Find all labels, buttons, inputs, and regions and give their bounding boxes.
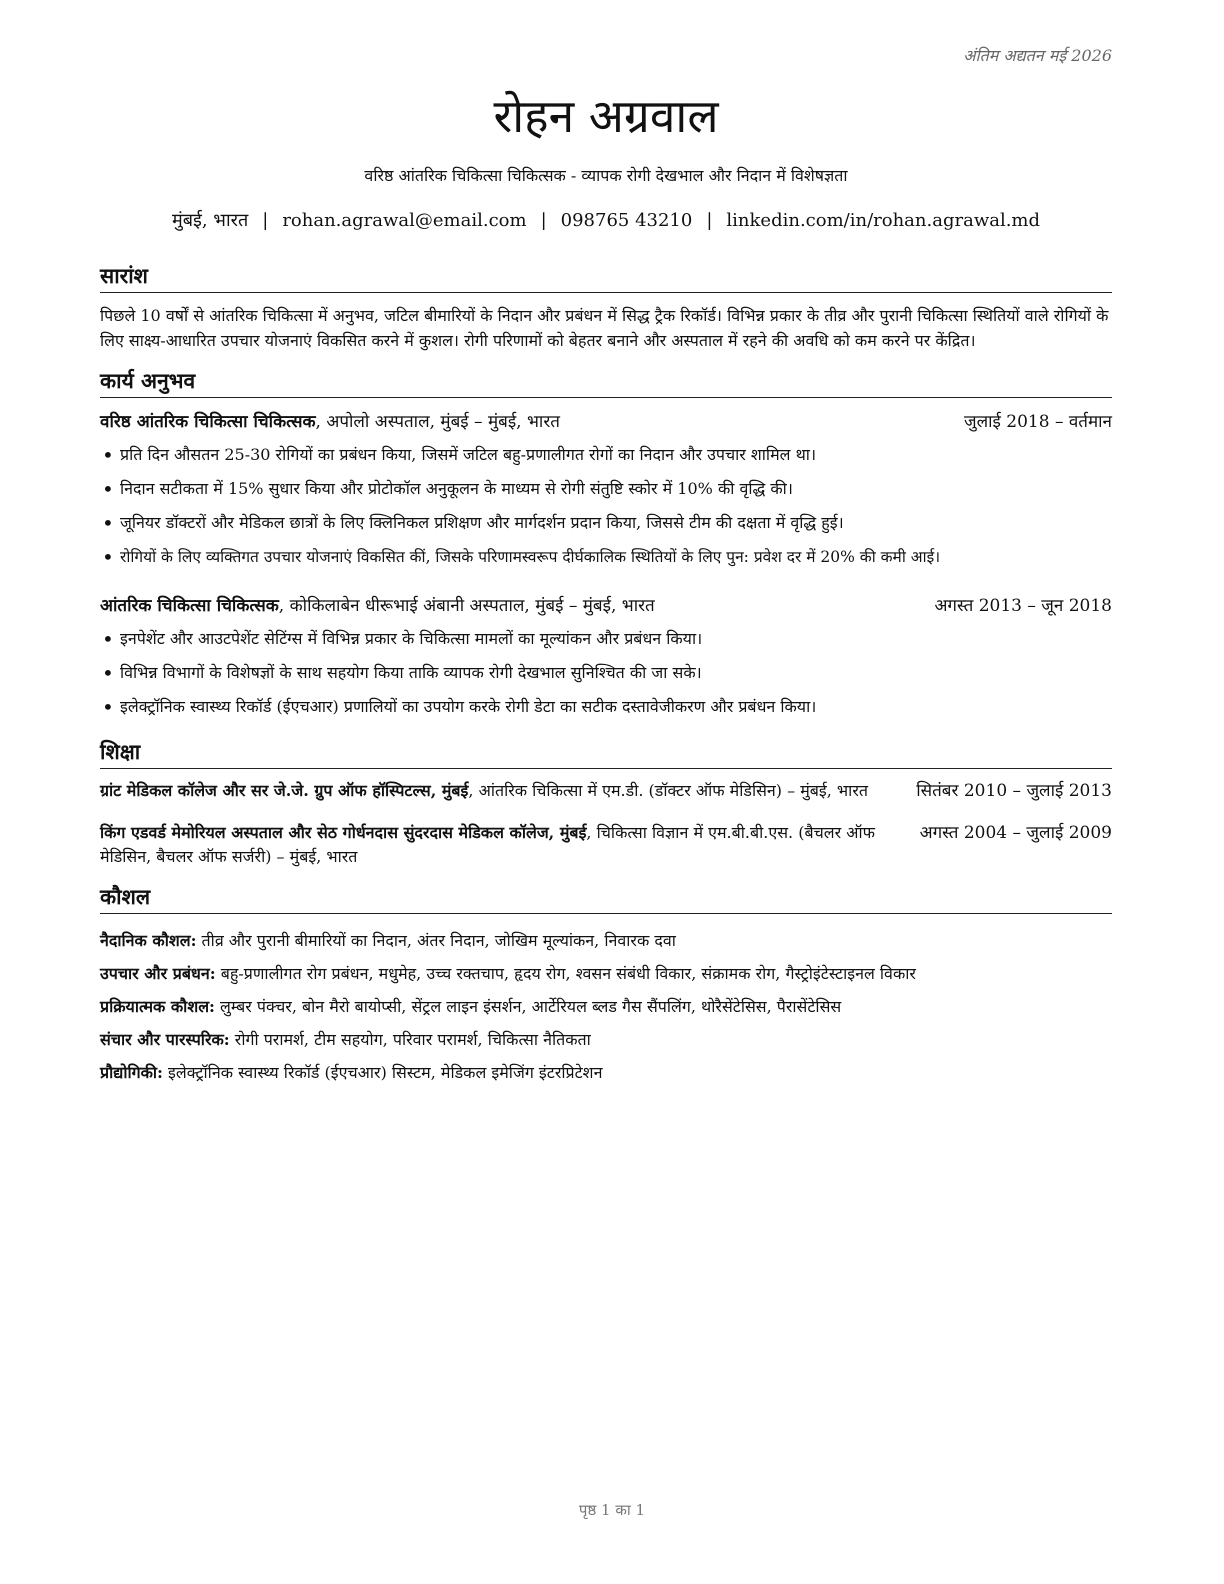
skill-line [100, 1023, 1112, 1056]
skill-value: रोगी परामर्श, टीम सहयोग, परिवार परामर्श, चिकित्सा नैतिकता [229, 1030, 591, 1049]
education-institution: किंग एडवर्ड मेमोरियल अस्पताल और सेठ गोर्धनदास सुंदरदास मेडिकल कॉलेज, मुंबई [100, 823, 587, 842]
page-number: पृष्ठ 1 का 1 [578, 1501, 646, 1519]
job-bullet: • निदान सटीकता में 15% सुधार किया और प्रोटोकॉल अनुकूलन के माध्यम से रोगी संतुष्टि स्कोर में 10% की वृद्धि की। [100, 472, 1112, 506]
job-role: आंतरिक चिकित्सा चिकित्सक [100, 596, 279, 616]
skill-label: प्रक्रियात्मक कौशल: [100, 997, 215, 1016]
education-text [100, 779, 875, 803]
education-dates: सितंबर 2010 – जुलाई 2013 [916, 781, 1112, 801]
section-title-skills: कौशल [100, 883, 1112, 914]
job-bullets [100, 438, 1112, 574]
job-bullet: • विभिन्न विभागों के विशेषज्ञों के साथ सहयोग किया ताकि व्यापक रोगी देखभाल सुनिश्चित की जा सके। [100, 656, 1112, 690]
job-dates: अगस्त 2013 – जून 2018 [934, 596, 1112, 616]
job-bullets [100, 622, 1112, 724]
job-bullet: • इलेक्ट्रॉनिक स्वास्थ्य रिकॉर्ड (ईएचआर) प्रणालियों का उपयोग करके रोगी डेटा का सटीक दस्तावेजीकरण और प्रबंधन किया। [100, 690, 1112, 724]
skill-value: तीव्र और पुरानी बीमारियों का निदान, अंतर निदान, जोखिम मूल्यांकन, निवारक दवा [196, 931, 676, 950]
job-entry [100, 592, 1112, 724]
skill-line [100, 990, 1112, 1023]
job-role: वरिष्ठ आंतरिक चिकित्सा चिकित्सक [100, 412, 316, 432]
job-entry [100, 408, 1112, 574]
skill-value: इलेक्ट्रॉनिक स्वास्थ्य रिकॉर्ड (ईएचआर) सिस्टम, मेडिकल इमेजिंग इंटरप्रिटेशन [162, 1063, 603, 1082]
section-title-experience: कार्य अनुभव [100, 367, 1112, 398]
job-bullet: • प्रति दिन औसतन 25-30 रोगियों का प्रबंधन किया, जिसमें जटिल बहु-प्रणालीगत रोगों का निदान और उपचार शामिल था। [100, 438, 1112, 472]
skill-label: नैदानिक कौशल: [100, 931, 197, 950]
job-header [100, 408, 1112, 436]
skill-value: बहु-प्रणालीगत रोग प्रबंधन, मधुमेह, उच्च रक्तचाप, हृदय रोग, श्वसन संबंधी विकार, संक्रामक रोग, गैस्ट्रोइंटेस्टाइनल विकार [215, 964, 916, 983]
contact-location: मुंबई, भारत [171, 210, 249, 231]
job-place: , कोकिलाबेन धीरूभाई अंबानी अस्पताल, मुंबई – मुंबई, भारत [278, 596, 655, 616]
skill-label: प्रौद्योगिकी: [100, 1063, 163, 1082]
contact-separator: | [262, 210, 269, 231]
education-entry [100, 821, 1112, 869]
experience-section [100, 367, 1112, 724]
job-place: , अपोलो अस्पताल, मुंबई – मुंबई, भारत [315, 412, 560, 432]
skill-label: संचार और पारस्परिक: [100, 1030, 230, 1049]
section-title-education: शिक्षा [100, 738, 1112, 769]
skill-line [100, 924, 1112, 957]
job-dates: जुलाई 2018 – वर्तमान [963, 412, 1112, 432]
skill-label: उपचार और प्रबंधन: [100, 964, 216, 983]
contact-linkedin[interactable]: linkedin.com/in/rohan.agrawal.md [726, 210, 1041, 231]
skill-line [100, 1056, 1112, 1089]
last-updated: अंतिम अद्यतन मई 2026 [963, 46, 1112, 65]
job-bullet: • इनपेशेंट और आउटपेशेंट सेटिंग्स में विभिन्न प्रकार के चिकित्सा मामलों का मूल्यांकन और प्रबंधन किया। [100, 622, 1112, 656]
education-institution: ग्रांट मेडिकल कॉलेज और सर जे.जे. ग्रुप ऑफ हॉस्पिटल्स, मुंबई [100, 781, 469, 800]
skill-line [100, 957, 1112, 990]
contact-separator: | [706, 210, 713, 231]
contact-phone: 098765 43210 [560, 210, 693, 231]
skills-section [100, 883, 1112, 1089]
section-title-summary: सारांश [100, 262, 1112, 293]
education-dates: अगस्त 2004 – जुलाई 2009 [919, 823, 1112, 843]
contact-email[interactable]: rohan.agrawal@email.com [282, 210, 527, 231]
job-bullet: • जूनियर डॉक्टरों और मेडिकल छात्रों के लिए क्लिनिकल प्रशिक्षण और मार्गदर्शन प्रदान किया, जिससे टीम की दक्षता में वृद्धि हुई। [100, 506, 1112, 540]
contact-separator: | [540, 210, 547, 231]
candidate-name: रोहन अग्रवाल [493, 89, 719, 143]
summary-text: पिछले 10 वर्षों से आंतरिक चिकित्सा में अनुभव, जटिल बीमारियों के निदान और प्रबंधन में सिद्ध ट्रैक रिकॉर्ड। विभिन्न प्रकार के तीव्र और पुरानी चिकित्सा स्थितियों वाले रोगियों के लिए साक्ष्य-आधारित उपचार योजनाएं विकसित करने में कुशल। रोगी परिणामों को बेहतर बनाने और अस्पताल में रहने की अवधि को कम करने पर केंद्रित। [100, 306, 1109, 350]
summary-section [100, 262, 1112, 353]
contact-line [100, 208, 1112, 234]
job-bullet: • रोगियों के लिए व्यक्तिगत उपचार योजनाएं विकसित कीं, जिसके परिणामस्वरूप दीर्घकालिक स्थितियों के लिए पुन: प्रवेश दर में 20% की कमी आई। [100, 540, 1112, 574]
education-section [100, 738, 1112, 869]
education-degree: , आंतरिक चिकित्सा में एम.डी. (डॉक्टर ऑफ मेडिसिन) – मुंबई, भारत [468, 781, 868, 800]
education-entry [100, 779, 1112, 803]
skill-value: लुम्बर पंक्चर, बोन मैरो बायोप्सी, सेंट्रल लाइन इंसर्शन, आर्टेरियल ब्लड गैस सैंपलिंग, थोरैसेंटेसिस, पैरासेंटेसिस [214, 997, 842, 1016]
tagline: वरिष्ठ आंतरिक चिकित्सा चिकित्सक - व्यापक रोगी देखभाल और निदान में विशेषज्ञता [364, 166, 848, 185]
education-degree: , चिकित्सा विज्ञान में एम.बी.बी.एस. (बैचलर ऑफ मेडिसिन, बैचलर ऑफ सर्जरी) – मुंबई, भारत [100, 823, 875, 866]
education-text [100, 821, 875, 869]
job-header [100, 592, 1112, 620]
